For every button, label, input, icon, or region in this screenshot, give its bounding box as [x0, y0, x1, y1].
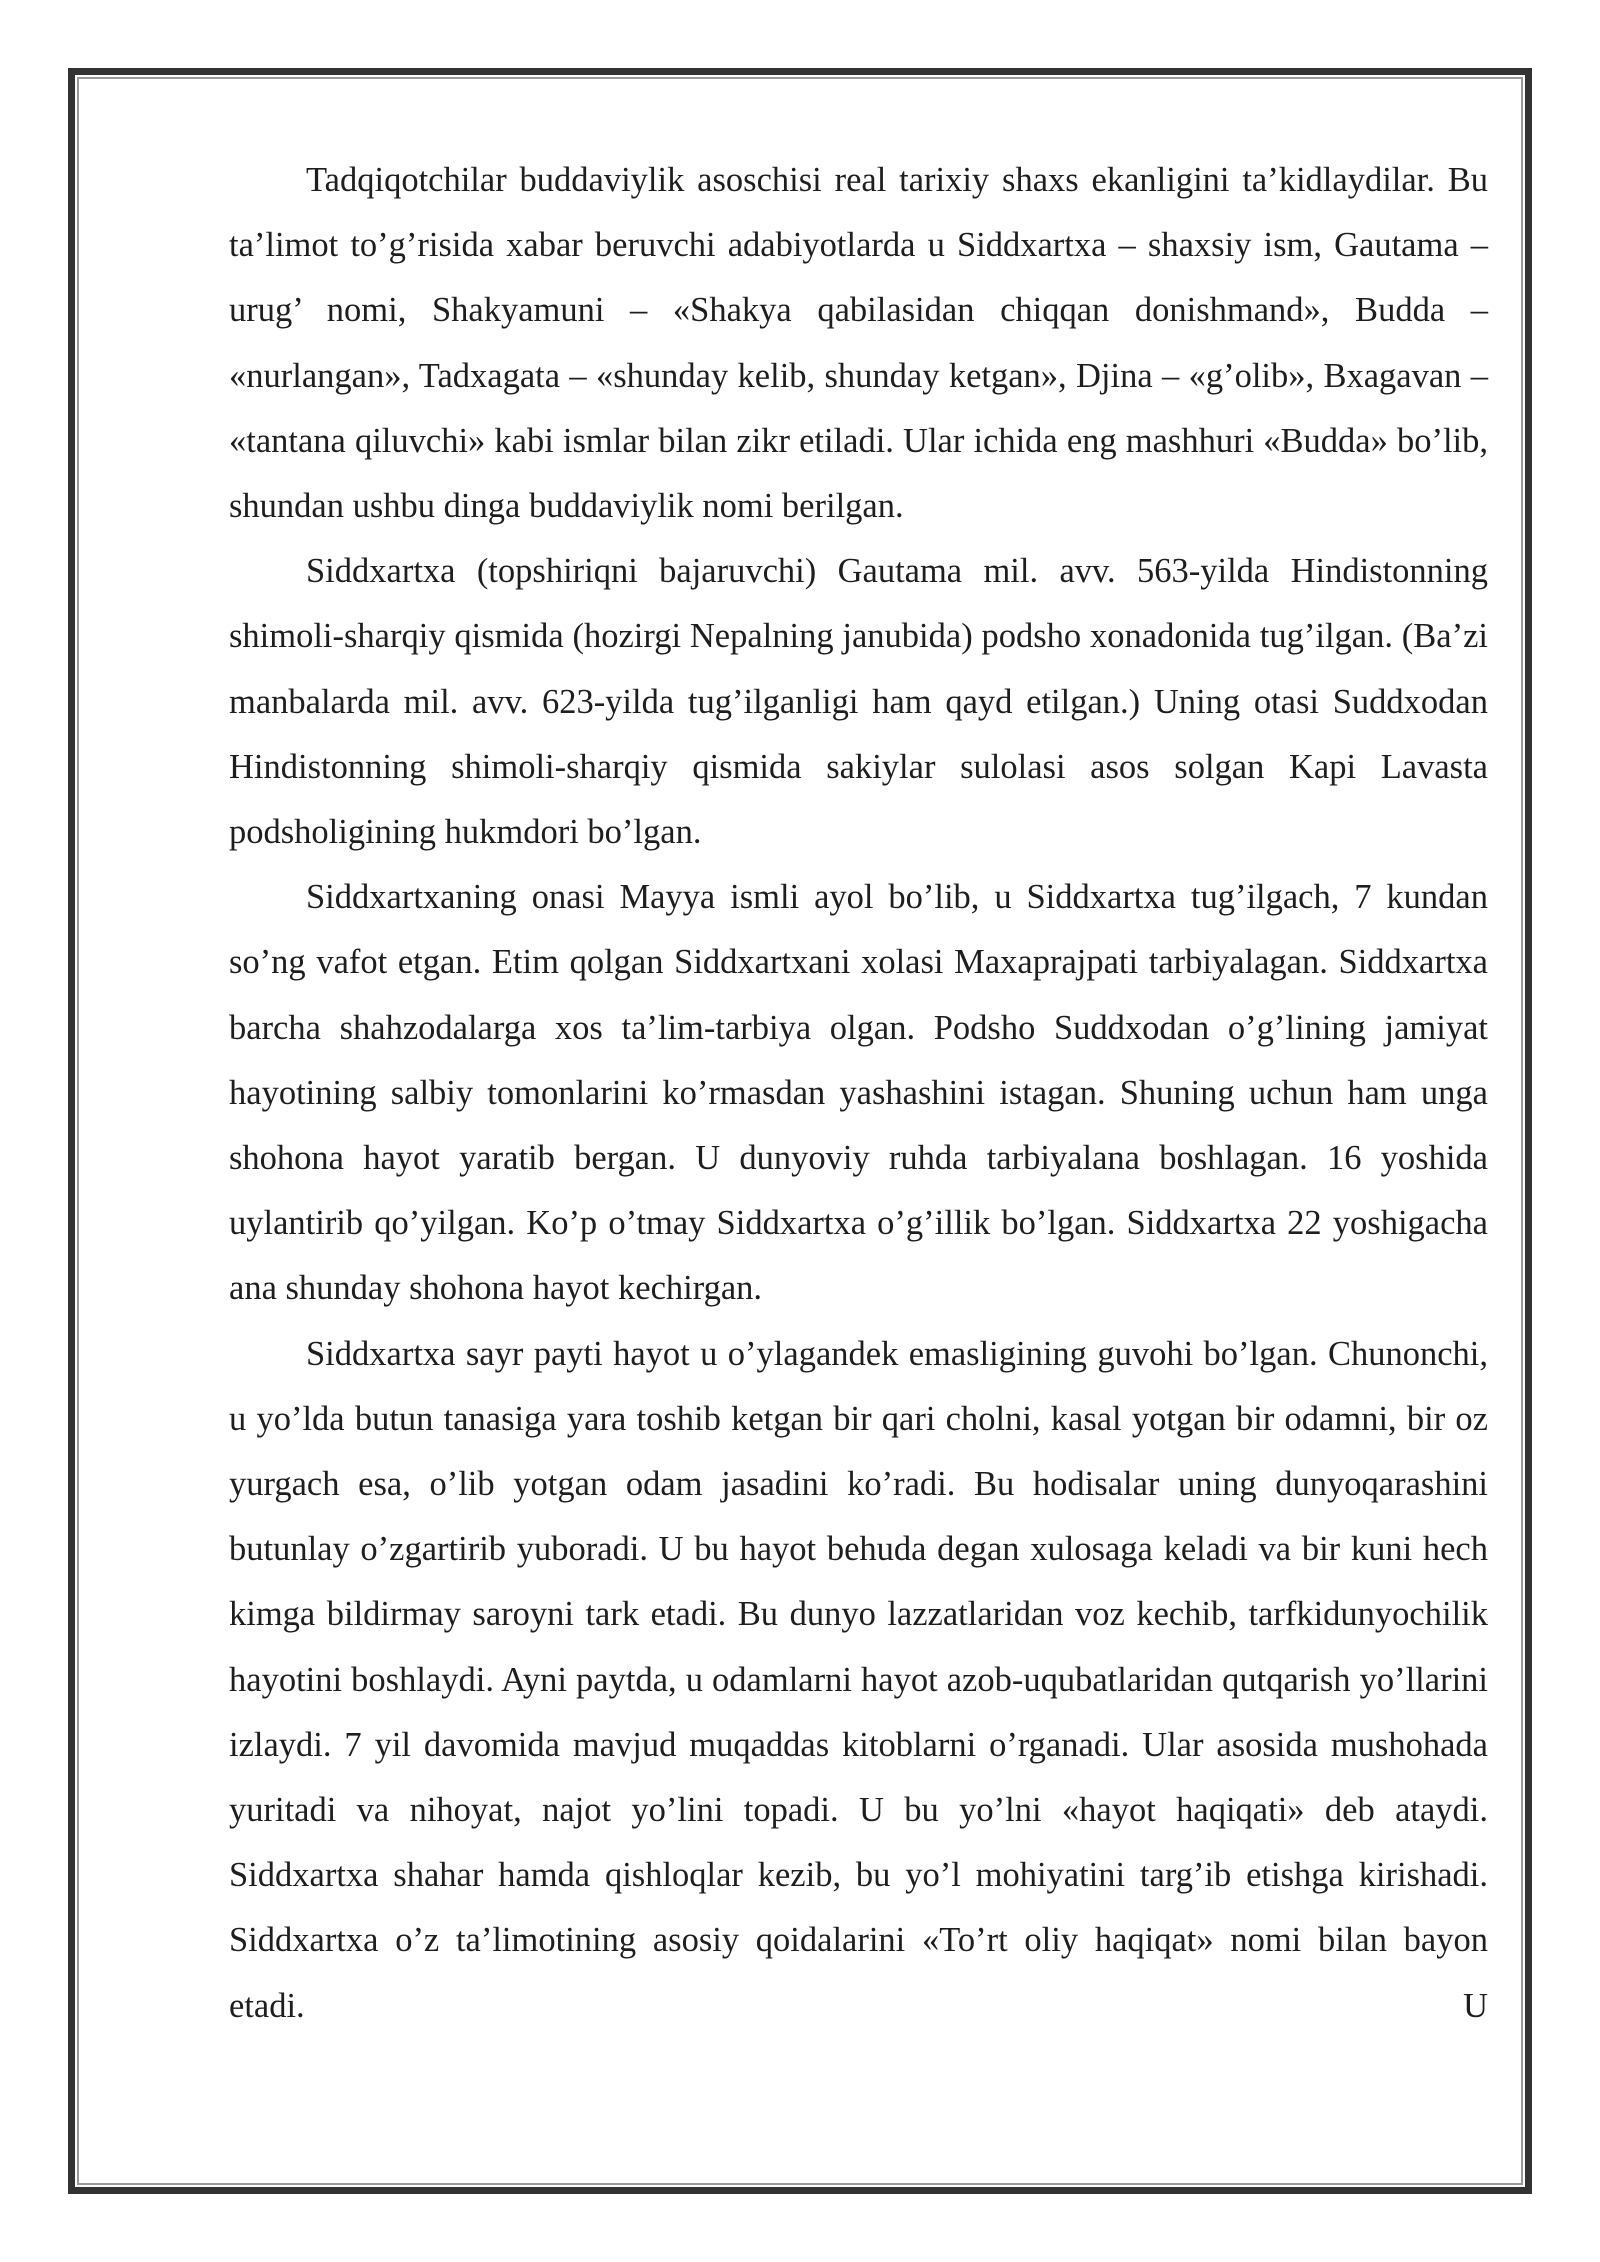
- paragraph-4: Siddxartxa sayr payti hayot u o’ylagandek emasligining guvohi bo’lgan. Chunonchi, u yo’lda butun tanasiga yara toshib ketgan bir qari cholni, kasal yotgan bir odamni, bir oz yurgach esa, o’lib yotgan odam jasadini ko’radi. Bu hodisalar uning dunyoqarashini butunlay o’zgartirib yuboradi. U bu hayot behuda degan xulosaga keladi va bir kuni hech kimga bildirmay saroyni tark etadi. Bu dunyo lazzatlaridan voz kechib, tarfkidunyochilik hayotini boshlaydi. Ayni paytda, u odamlarni hayot azob-uqubatlaridan qutqarish yo’llarini izlaydi. 7 yil davomida mavjud muqaddas kitoblarni o’rganadi. Ular asosida mushohada yuritadi va nihoyat, najot yo’lini topadi. U bu yo’lni «hayot haqiqati» deb ataydi. Siddxartxa shahar hamda qishloqlar kezib, bu yo’l mohiyatini targ’ib etishga kirishadi. Siddxartxa o’z ta’limotining asosiy qoidalarini «To’rt oliy haqiqat» nomi bilan bayon etadi. U: [229, 1334, 1488, 2025]
- paragraph-1: Tadqiqotchilar buddaviylik asoschisi real tarixiy shaxs ekanligini ta’kidlaydilar. Bu ta’limot to’g’risida xabar beruvchi adabiyotlarda u Siddxartxa – shaxsiy ism, Gautama – urug’ nomi, Shakyamuni – «Shakya qabilasidan chiqqan donishmand», Budda – «nurlangan», Tadxagata – «shunday kelib, shunday ketgan», Djina – «g’olib», Bxagavan – «tantana qiluvchi» kabi ismlar bilan zikr etiladi. Ular ichida eng mashhuri «Budda» bo’lib, shundan ushbu dinga buddaviylik nomi berilgan.: [229, 161, 1488, 526]
- paragraph-3: Siddxartxaning onasi Mayya ismli ayol bo’lib, u Siddxartxa tug’ilgach, 7 kundan so’ng vafot etgan. Etim qolgan Siddxartxani xolasi Maxaprajpati tarbiyalagan. Siddxartxa barcha shahzodalarga xos ta’lim-tarbiya olgan. Podsho Suddxodan o’g’lining jamiyat hayotining salbiy tomonlarini ko’rmasdan yashashini istagan. Shuning uchun ham unga shohona hayot yaratib bergan. U dunyoviy ruhda tarbiyalana boshlagan. 16 yoshida uylantirib qo’yilgan. Ko’p o’tmay Siddxartxa o’g’illik bo’lgan. Siddxartxa 22 yoshigacha ana shunday shohona hayot kechirgan.: [229, 878, 1488, 1308]
- document-body: [229, 148, 1488, 2039]
- paragraph-2: Siddxartxa (topshiriqni bajaruvchi) Gautama mil. avv. 563-yilda Hindistonning shimoli-sharqiy qismida (hozirgi Nepalning janubida) podsho xonadonida tug’ilgan. (Ba’zi manbalarda mil. avv. 623-yilda tug’ilganligi ham qayd etilgan.) Uning otasi Suddxodan Hindistonning shimoli-sharqiy qismida sakiylar sulolasi asos solgan Kapi Lavasta podsholigining hukmdori bo’lgan.: [229, 552, 1488, 852]
